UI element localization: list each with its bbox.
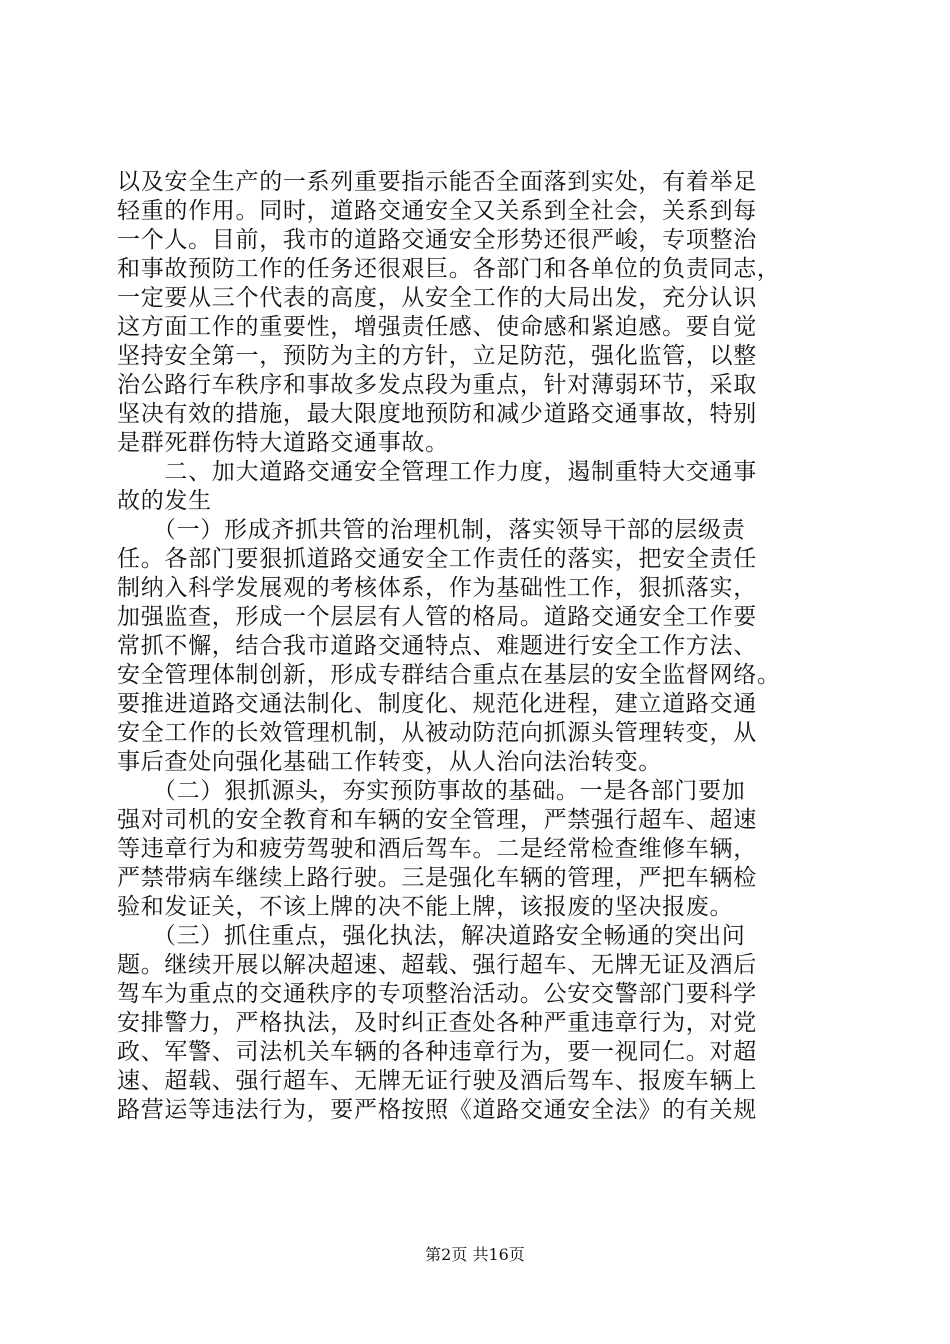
text-line: （三）抓住重点，强化执法，解决道路安全畅通的突出问 (117, 923, 746, 949)
text-line: 驾车为重点的交通秩序的专项整治活动。公安交警部门要科学 (117, 981, 757, 1007)
text-line: 坚决有效的措施，最大限度地预防和减少道路交通事故，特别 (117, 401, 757, 427)
text-line: 安全工作的长效管理机制，从被动防范向抓源头管理转变，从 (117, 720, 757, 746)
body-text (117, 168, 833, 1125)
text-line: 安排警力，严格执法，及时纠正查处各种严重违章行为，对党 (117, 1010, 757, 1036)
text-line: 验和发证关，不该上牌的决不能上牌，该报废的坚决报废。 (117, 894, 734, 920)
page-footer: 第2页 共16页 (425, 1245, 525, 1264)
text-line: 安全管理体制创新，形成专群结合重点在基层的安全监督网络。 (117, 662, 781, 688)
text-line: 严禁带病车继续上路行驶。三是强化车辆的管理，严把车辆检 (117, 865, 757, 891)
text-line: 强对司机的安全教育和车辆的安全管理，严禁强行超车、超速 (117, 807, 757, 833)
text-line: 速、超载、强行超车、无牌无证行驶及酒后驾车、报废车辆上 (117, 1068, 757, 1094)
text-line: 一定要从三个代表的高度，从安全工作的大局出发，充分认识 (117, 285, 757, 311)
text-line: 路营运等违法行为，要严格按照《道路交通安全法》的有关规 (117, 1097, 757, 1123)
text-line: 治公路行车秩序和事故多发点段为重点，针对薄弱环节，采取 (117, 372, 757, 398)
text-line: 加强监查，形成一个层层有人管的格局。道路交通安全工作要 (117, 604, 757, 630)
text-line: 制纳入科学发展观的考核体系，作为基础性工作，狠抓落实， (117, 575, 757, 601)
text-line: 这方面工作的重要性，增强责任感、使命感和紧迫感。要自觉 (117, 314, 757, 340)
text-line: 故的发生 (117, 488, 212, 514)
text-line: （二）狠抓源头，夯实预防事故的基础。一是各部门要加 (117, 778, 746, 804)
text-line: 坚持安全第一，预防为主的方针，立足防范，强化监管，以整 (117, 343, 757, 369)
text-line: 一个人。目前，我市的道路交通安全形势还很严峻，专项整治 (117, 227, 757, 253)
text-line: 事后查处向强化基础工作转变，从人治向法治转变。 (117, 749, 663, 775)
text-line: 和事故预防工作的任务还很艰巨。各部门和各单位的负责同志， (117, 256, 781, 282)
text-line: （一）形成齐抓共管的治理机制，落实领导干部的层级责 (117, 517, 746, 543)
text-line: 轻重的作用。同时，道路交通安全又关系到全社会，关系到每 (117, 198, 757, 224)
text-line: 任。各部门要狠抓道路交通安全工作责任的落实，把安全责任 (117, 546, 757, 572)
text-line: 以及安全生产的一系列重要指示能否全面落到实处，有着举足 (117, 169, 757, 195)
text-line: 常抓不懈，结合我市道路交通特点、难题进行安全工作方法、 (117, 633, 757, 659)
text-line: 是群死群伤特大道路交通事故。 (117, 430, 449, 456)
text-line: 要推进道路交通法制化、制度化、规范化进程，建立道路交通 (117, 691, 757, 717)
text-line: 二、加大道路交通安全管理工作力度，遏制重特大交通事 (117, 459, 757, 485)
text-line: 政、军警、司法机关车辆的各种违章行为，要一视同仁。对超 (117, 1039, 757, 1065)
text-line: 题。继续开展以解决超速、超载、强行超车、无牌无证及酒后 (117, 952, 757, 978)
text-line: 等违章行为和疲劳驾驶和酒后驾车。二是经常检查维修车辆， (117, 836, 757, 862)
